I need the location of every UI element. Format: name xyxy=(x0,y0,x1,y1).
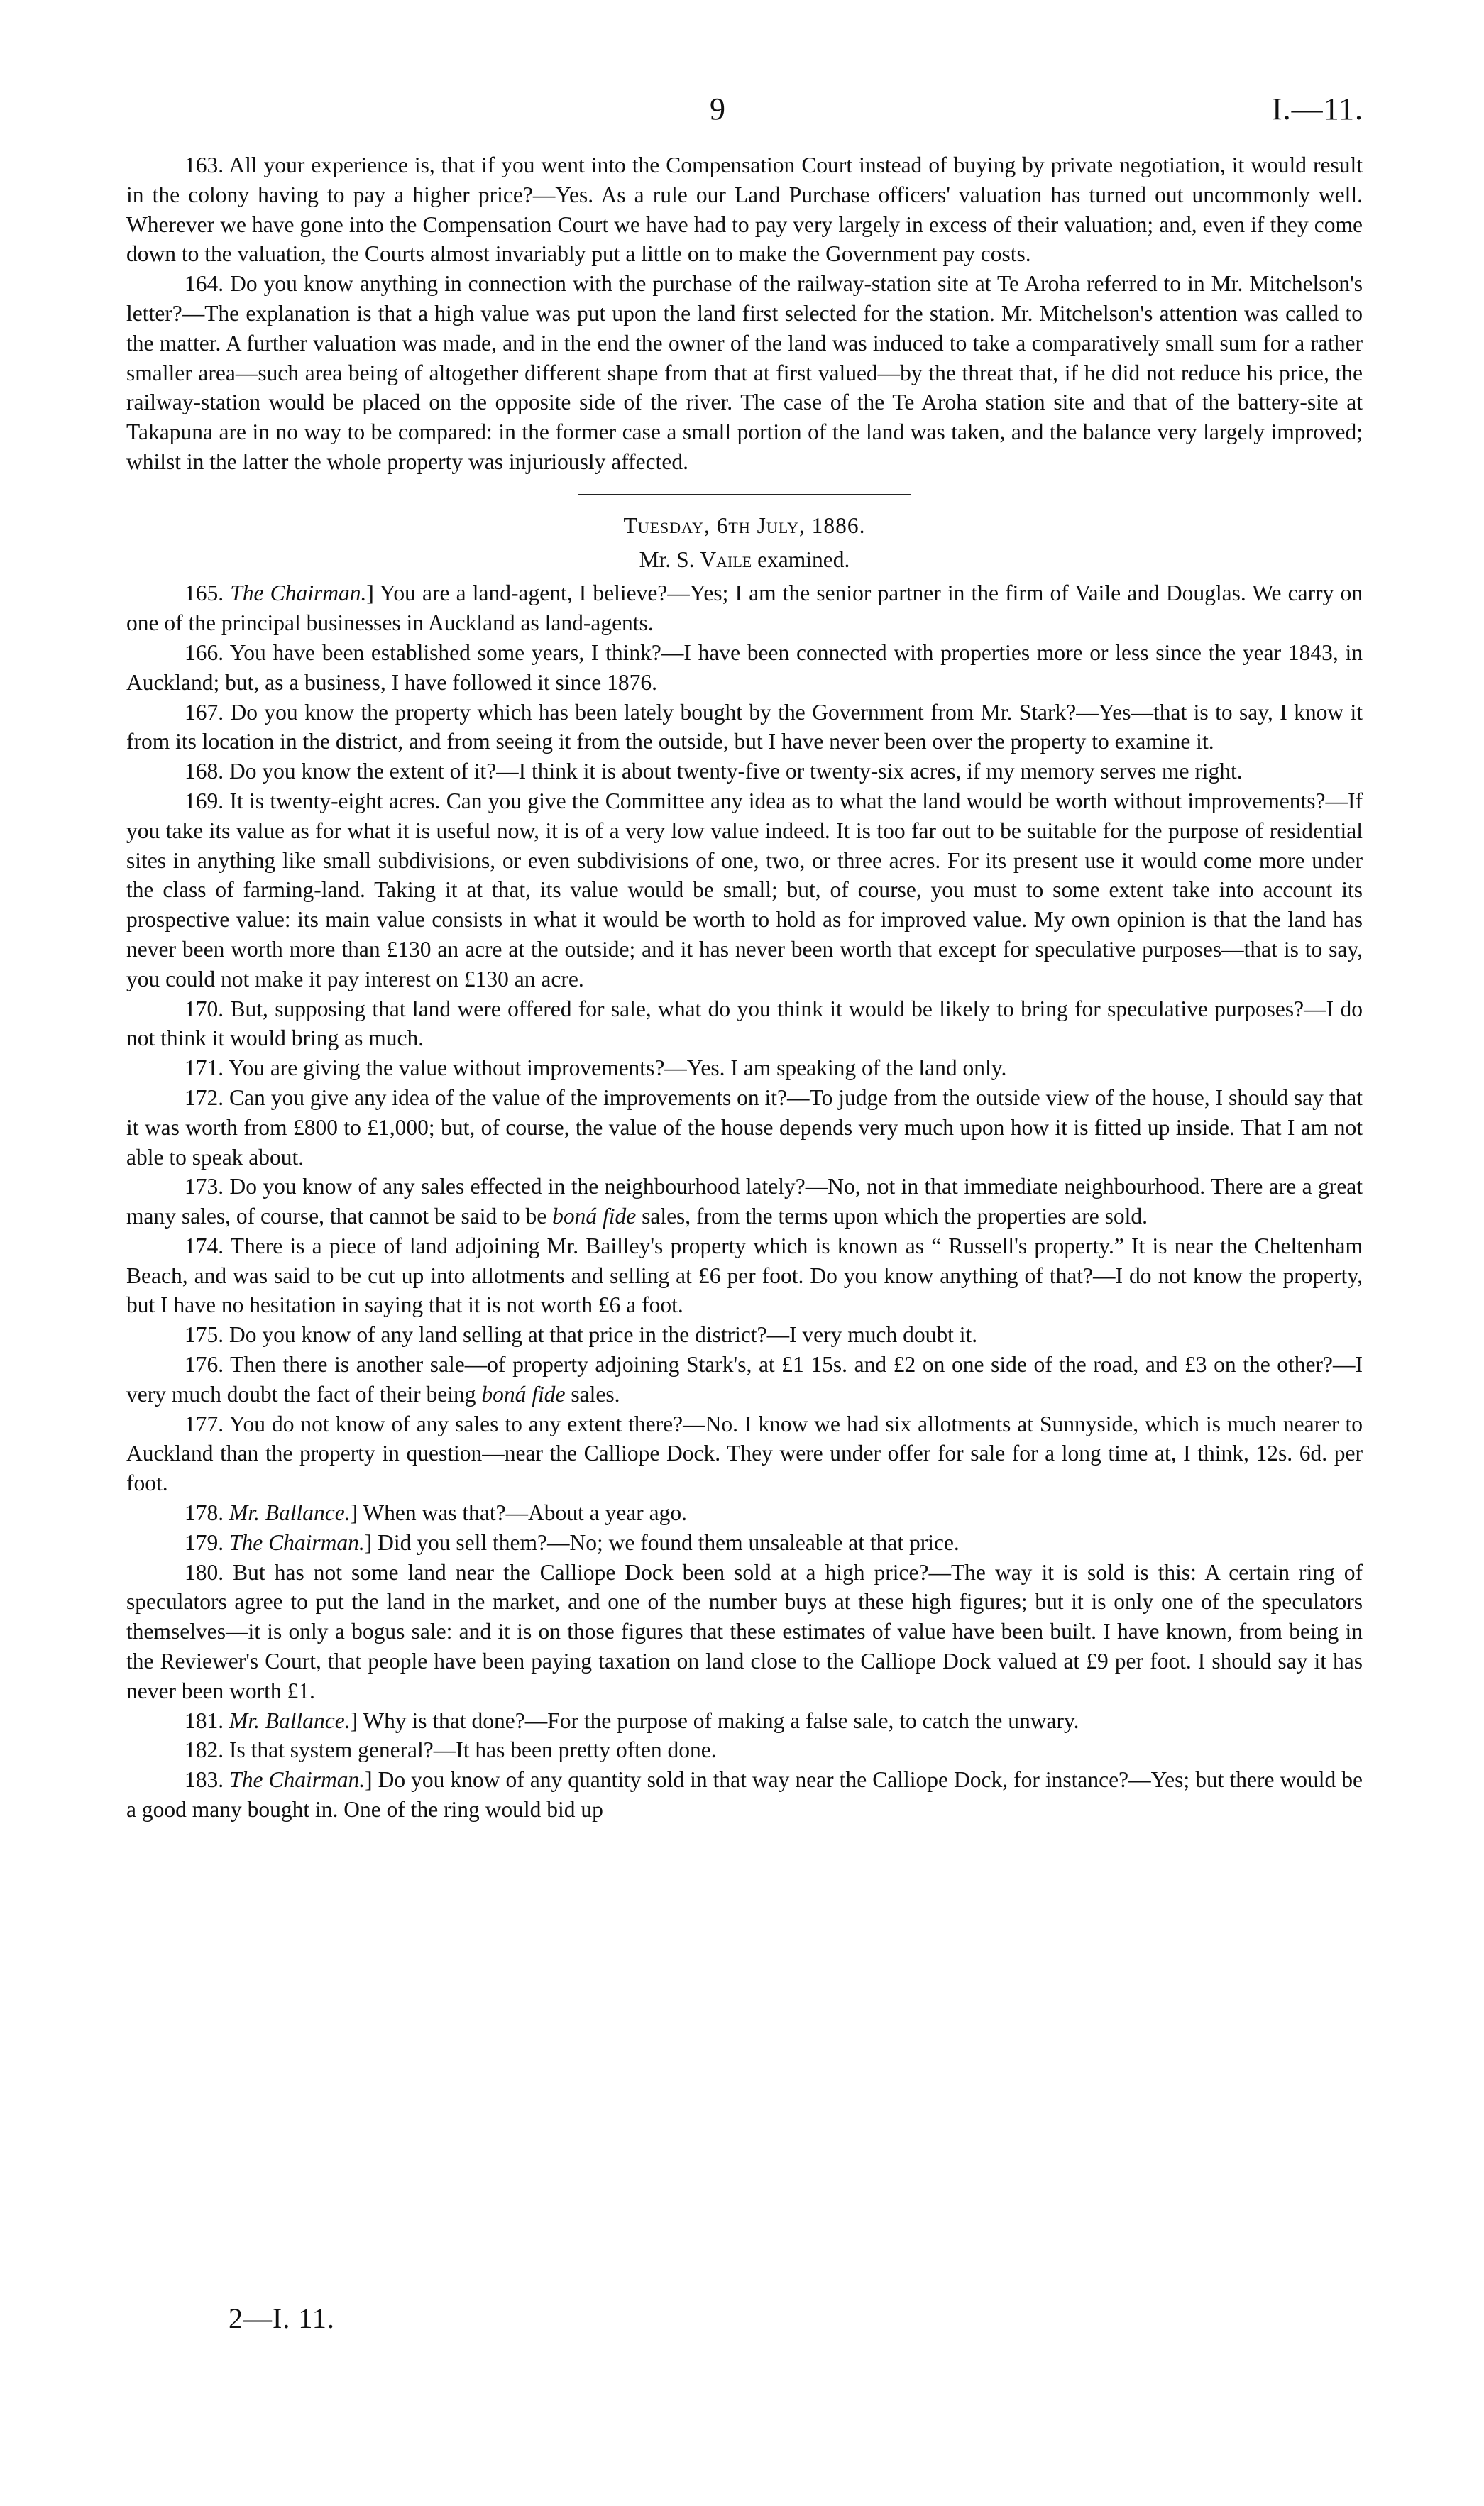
paragraph-167 xyxy=(126,698,1363,757)
paragraph-tail: sales. xyxy=(565,1381,620,1407)
session-date-text: Tuesday, 6th July, 1886. xyxy=(623,512,866,538)
witness-prefix: Mr. S. xyxy=(639,546,700,572)
section-divider xyxy=(578,494,911,495)
paragraph-number: 180. xyxy=(185,1559,224,1585)
speaker-name: The Chairman. xyxy=(230,581,367,606)
paragraph-171 xyxy=(126,1053,1363,1083)
paragraph-text: You are a land-agent, I believe?—Yes; I am the senior partner in the firm of Vaile and Douglas. We carry on one of the principal businesses in Auckland as land-agents. xyxy=(126,581,1363,636)
paragraph-number: 177. xyxy=(185,1411,224,1436)
paragraph-number: 174. xyxy=(185,1233,224,1258)
paragraph-number: 176. xyxy=(185,1352,224,1378)
paragraph-number: 178. xyxy=(185,1500,224,1526)
paragraph-165: 165. The Chairman.] You are a land-agent, I believe?—Yes; I am the senior partner in the firm of Vaile and Douglas. We carry on one of the principal businesses in Auckland as land-agents. xyxy=(126,581,1363,636)
paragraph-number: 165. xyxy=(185,581,224,606)
paragraph-number: 179. xyxy=(185,1529,224,1555)
paragraph-169 xyxy=(126,786,1363,994)
paragraph-175 xyxy=(126,1320,1363,1350)
paragraph-183: 183. The Chairman.] Do you know of any quantity sold in that way near the Calliope Dock, for instance?—Yes; but there would be a good many bought in. One of the ring would bid up xyxy=(126,1767,1363,1823)
italic-phrase: boná fide xyxy=(552,1204,637,1229)
paragraph-168 xyxy=(126,757,1363,786)
paragraph-177 xyxy=(126,1409,1363,1498)
paragraph-number: 169. xyxy=(185,788,224,813)
paragraph-tail: sales, from the terms upon which the properties are sold. xyxy=(636,1204,1148,1229)
signature-mark: 2—I. 11. xyxy=(229,2302,335,2334)
paragraph-174 xyxy=(126,1231,1363,1320)
paragraph-163: 163. All your experience is, that if you went into the Compensation Court instead of buying by private negotiation, it would result in the colony having to pay a higher price?—Yes. As a rule our Land Purchase officers' valuation has turned out uncommonly well. Wherever we have gone into the Compensation Court we have had to pay very largely in excess of their valuation; and, even if they come down to the valuation, the Courts almost invariably put a little on to make the Government pay costs. xyxy=(126,153,1363,267)
speaker-name: Mr. Ballance. xyxy=(229,1708,351,1733)
paragraph-number: 170. xyxy=(185,996,224,1021)
paragraph-number: 183. xyxy=(185,1767,224,1793)
paragraph-172 xyxy=(126,1083,1363,1172)
paragraph-text: Do you know the extent of it?—I think it is about twenty-five or twenty-six acres, if my memory serves me right. xyxy=(229,759,1243,784)
paragraph-number: 175. xyxy=(185,1322,224,1348)
paragraph-text: Did you sell them?—No; we found them unsaleable at that price. xyxy=(378,1529,960,1555)
paragraph-text: Is that system general?—It has been pretty often done. xyxy=(229,1737,717,1763)
witness-heading xyxy=(126,545,1363,575)
paragraph-text: There is a piece of land adjoining Mr. Bailley's property which is known as “ Russell's property.” It is near the Cheltenham Beach, and was said to be cut up into allotments and selling at £6 per foot. Do you know anything of that?—I do not know the property, but I have no hesitation in saying that it is not worth £6 a foot. xyxy=(126,1233,1363,1318)
paragraph-text: You are giving the value without improvements?—Yes. I am speaking of the land only. xyxy=(228,1055,1007,1081)
paragraph-166 xyxy=(126,638,1363,698)
paragraph-number: 173. xyxy=(185,1174,224,1199)
witness-name: Vaile xyxy=(700,546,752,572)
paragraph-text: It is twenty-eight acres. Can you give the Committee any idea as to what the land would be worth without improvements?—If you take its value as for what it is useful now, it is of a very low value indeed. It is too far out to be suitable for the purpose of residential sites in anything like small subdivisions, or even subdivisions of one, two, or three acres. For its present use it would come more under the class of farming-land. Taking it at that, its value would be small; but, of course, you must to some extent take into account its prospective value: its main value consists in what it would be worth to hold as for improved value. My own opinion is that the land has never been worth more than £130 an acre at the outside; and it has never been worth that except for speculative purposes—that is to say, you could not make it pay interest on £130 an acre. xyxy=(126,788,1363,991)
paragraph-text: Do you know of any quantity sold in that way near the Calliope Dock, for instance?—Yes; but there would be a good many bought in. One of the ring would bid up xyxy=(126,1767,1363,1823)
paragraph-text: Why is that done?—For the purpose of making a false sale, to catch the unwary. xyxy=(363,1708,1079,1733)
paragraph-170 xyxy=(126,994,1363,1054)
paragraph-number: 171. xyxy=(185,1055,224,1081)
paragraph-text: But has not some land near the Calliope Dock been sold at a high price?—The way it is sold is this: A certain ring of speculators agree to put the land in the market, and one of the number buys at these high figures; but it is only one of the speculators themselves—it is only a bogus sale: and it is on those figures that these estimates of value have been built. I have known, from being in the Reviewer's Court, that people have been paying taxation on land close to the Calliope Dock valued at £9 per foot. I should say it has never been worth £1. xyxy=(126,1559,1363,1703)
paragraph-number: 166. xyxy=(185,639,224,665)
paragraph-text: When was that?—About a year ago. xyxy=(363,1500,687,1526)
page-number: 9 xyxy=(710,92,725,126)
testimony-list xyxy=(126,578,1363,1824)
paragraph-text: You have been established some years, I think?—I have been connected with properties more or less since the year 1843, in Auckland; but, as a business, I have followed it since 1876. xyxy=(126,639,1363,695)
paragraph-text: Do you know of any land selling at that price in the district?—I very much doubt it. xyxy=(229,1322,978,1348)
speaker-name: The Chairman. xyxy=(229,1529,365,1555)
italic-phrase: boná fide xyxy=(481,1381,566,1407)
paragraph-179: 179. The Chairman.] Did you sell them?—No; we found them unsaleable at that price. xyxy=(185,1529,960,1555)
document-body xyxy=(126,150,1363,1825)
paragraph-text: Then there is another sale—of property adjoining Stark's, at £1 15s. and £2 on one side of the road, and £3 on the other?—I very much doubt the fact of their being xyxy=(126,1352,1363,1407)
paragraph-number: 181. xyxy=(185,1708,224,1733)
paragraph-number: 182. xyxy=(185,1737,224,1763)
paragraph-text: Can you give any idea of the value of the improvements on it?—To judge from the outside view of the house, I should say that it was worth from £800 to £1,000; but, of course, the value of the house depends very much upon how it is fitted up inside. That I am not able to speak about. xyxy=(126,1084,1363,1170)
paragraph-178: 178. Mr. Ballance.] When was that?—About a year ago. xyxy=(185,1500,687,1526)
speaker-name: The Chairman. xyxy=(229,1767,365,1793)
speaker-name: Mr. Ballance. xyxy=(229,1500,351,1526)
paragraph-text: Do you know of any sales effected in the neighbourhood lately?—No, not in that immediate neighbourhood. There are a great many sales, of course, that cannot be said to be xyxy=(126,1174,1363,1229)
paragraph-182 xyxy=(126,1735,1363,1765)
paragraph-181: 181. Mr. Ballance.] Why is that done?—For the purpose of making a false sale, to catch the unwary. xyxy=(185,1708,1079,1733)
paragraph-text: Do you know the property which has been lately bought by the Government from Mr. Stark?—Yes—that is to say, I know it from its location in the district, and from seeing it from the outside, but I have never been over the property to examine it. xyxy=(126,699,1363,754)
paragraph-text: You do not know of any sales to any extent there?—No. I know we had six allotments at Sunnyside, which is much nearer to Auckland than the property in question—near the Calliope Dock. They were under offer for sale for a long time at, I think, 12s. 6d. per foot. xyxy=(126,1411,1363,1496)
document-reference: I.—11. xyxy=(1271,92,1363,126)
paragraph-173 xyxy=(126,1172,1363,1231)
paragraph-176 xyxy=(126,1350,1363,1409)
paragraph-number: 168. xyxy=(185,759,224,784)
page-header xyxy=(0,91,1484,133)
paragraph-text: But, supposing that land were offered for sale, what do you think it would be likely to bring for speculative purposes?—I do not think it would bring as much. xyxy=(126,996,1363,1051)
paragraph-164: 164. Do you know anything in connection with the purchase of the railway-station site at Te Aroha referred to in Mr. Mitchelson's letter?—The explanation is that a high value was put upon the land first selected for the station. Mr. Mitchelson's attention was called to the matter. A further valuation was made, and in the end the owner of the land was induced to take a comparatively small sum for a rather smaller area—such area being of altogether different shape from that at first valued—by the threat that, if he did not reduce his price, the railway-station would be placed on the opposite side of the river. The case of the Te Aroha station site and that of the battery-site at Takapuna are in no way to be compared: in the former case a small portion of the land was taken, and the balance very largely improved; whilst in the latter the whole property was injuriously affected. xyxy=(126,271,1363,474)
paragraph-180 xyxy=(126,1558,1363,1706)
paragraph-number: 167. xyxy=(185,699,224,725)
session-date xyxy=(126,511,1363,541)
witness-suffix: examined. xyxy=(752,546,850,572)
paragraph-number: 172. xyxy=(185,1084,224,1110)
